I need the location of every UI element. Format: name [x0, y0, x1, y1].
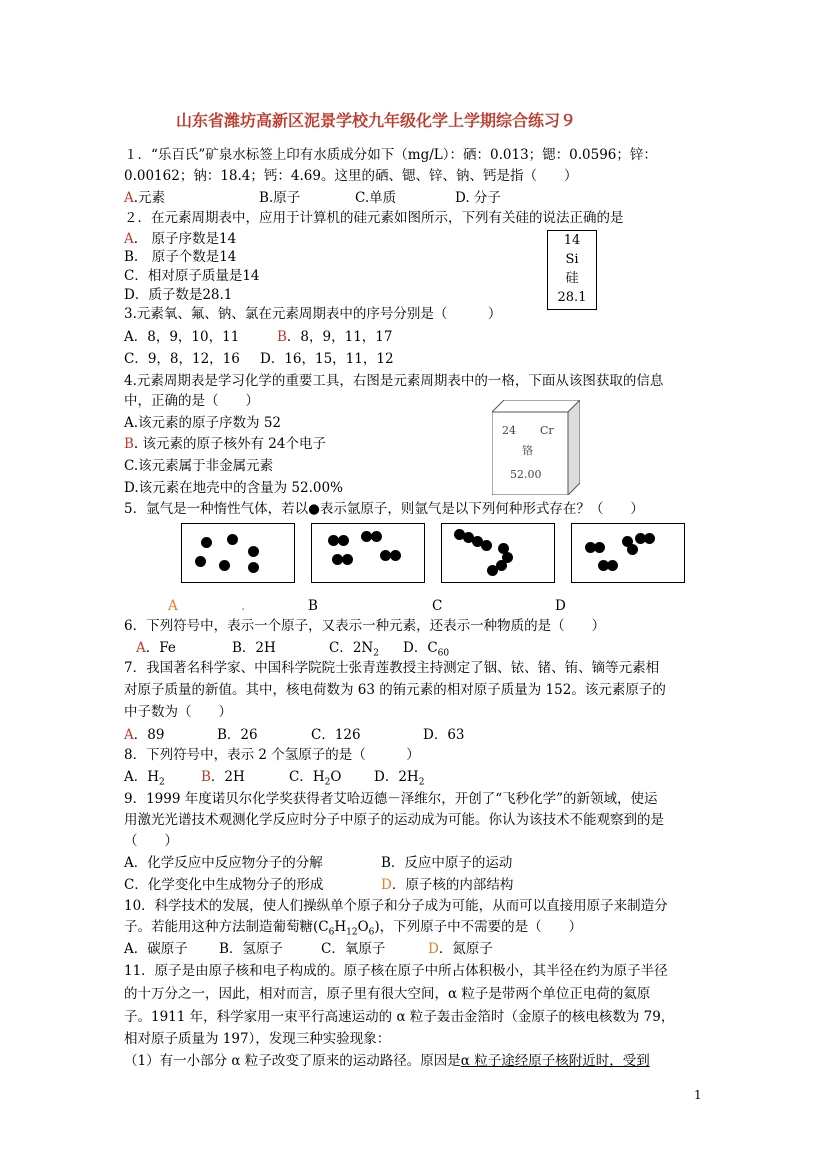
q7-option-c: C．126 — [311, 727, 361, 743]
argon-atom — [342, 554, 353, 565]
argon-atom — [594, 542, 605, 553]
option-text: A．H — [124, 769, 160, 785]
q5-label-dot: . — [241, 598, 246, 614]
answer-letter: A — [124, 190, 134, 206]
answer-letter: B — [124, 436, 134, 452]
q5-label-c: C — [432, 598, 443, 614]
option-d-diagram — [571, 523, 685, 583]
q8-option-b — [201, 768, 245, 786]
option-text: ．氮原子 — [438, 941, 493, 957]
subscript: 2 — [373, 648, 379, 659]
q3-option-b — [277, 328, 392, 346]
q4-line1: 4.元素周期表是学习化学的重要工具，右图是元素周期表中的一格，下面从该图获取的信息 — [124, 373, 664, 389]
subscript: 12 — [346, 927, 358, 938]
q10-line2 — [124, 918, 582, 942]
q10-text: 子。若能用这种方法制造葡萄糖(C — [124, 919, 329, 935]
q10-option-c: C．氧原子 — [321, 941, 386, 957]
q2-option-c: C．相对原子质量是14 — [124, 268, 260, 284]
option-text: D．C — [403, 640, 438, 656]
cr-mass: 52.00 — [510, 468, 542, 481]
atomic-number: 14 — [563, 233, 581, 248]
q8-stem: 8．下列符号中，表示 2 个氢原子的是（ ） — [124, 747, 420, 763]
q11-line2: 的十万分之一，因此，相对而言，原子里有很大空间，α 粒子是带两个单位正电荷的氦原 — [124, 986, 651, 1002]
q2-option-b: B. 原子个数是14 — [124, 249, 237, 265]
answer-letter: A — [136, 640, 146, 656]
q5-label-a: A — [168, 598, 178, 614]
q4-option-d: D.该元素在地壳中的含量为 52.00% — [124, 480, 343, 496]
option-b-diagram — [311, 523, 425, 583]
q4-option-c: C.该元素属于非金属元素 — [124, 458, 274, 474]
q3-option-a: A．8，9，10，11 — [124, 329, 240, 345]
q11-text: （1）有一小部分 α 粒子改变了原来的运动路径。原因是 — [124, 1053, 461, 1069]
q1-option-a — [124, 189, 165, 207]
argon-atom — [487, 565, 498, 576]
q2-option-d: D．质子数是28.1 — [124, 287, 233, 303]
subscript: 2 — [324, 777, 331, 788]
argon-atom — [195, 556, 206, 567]
q6-stem: 6．下列符号中，表示一个原子，又表示一种元素，还表示一种物质的是（ ） — [124, 618, 606, 634]
subscript: 6 — [328, 927, 335, 938]
argon-atom — [390, 550, 401, 561]
page-number: 1 — [694, 1088, 702, 1102]
q10-text: )，下列原子中不需要的是（ ） — [374, 919, 583, 935]
option-text: ．2H — [210, 769, 245, 785]
argon-atom — [248, 546, 259, 557]
q8-option-c — [289, 768, 341, 792]
argon-atom — [481, 540, 492, 551]
argon-atom — [371, 531, 382, 542]
q7-option-b: B．26 — [217, 727, 258, 743]
q10-line1: 10．科学技术的发展，使人们操纵单个原子和分子成为可能，从而可以直接用原子来制造分 — [124, 898, 668, 914]
q9-line1: 9．1999 年度诺贝尔化学奖获得者艾哈迈德－泽维尔，开创了“飞秒化学”的新领域，使运 — [124, 791, 658, 807]
q11-line3: 子。1911 年，科学家用一束平行高速运动的 α 粒子轰击金箔时（金原子的核电核数为 79， — [124, 1009, 675, 1025]
q1-line1: １．“乐百氏”矿泉水标签上印有水质成分如下（mg/L）：硒：0.013；锶：0.0596；锌： — [124, 147, 657, 163]
q9-option-d — [381, 876, 513, 894]
q10-option-a: A．碳原子 — [124, 941, 188, 957]
option-c-diagram — [441, 523, 555, 583]
cr-name: 铬 — [522, 444, 533, 457]
q6-option-b: B．2H — [232, 640, 276, 656]
subscript: 6 — [368, 927, 375, 938]
q6-option-a — [136, 639, 176, 657]
q4-line2: 中，正确的是（ ） — [124, 393, 259, 409]
q1-option-b: B.原子 — [259, 190, 301, 206]
q7-line1: 7．我国著名科学家、中国科学院院士张青莲教授主持测定了铟、铱、锗、铕、镝等元素相 — [124, 660, 660, 676]
q3-option-c: C．9，8，12，16 — [124, 351, 240, 367]
answer-letter: A — [124, 727, 134, 743]
option-text: C．2N — [329, 640, 374, 656]
option-a-diagram — [181, 523, 295, 583]
option-text: D．2H — [374, 769, 419, 785]
option-text: ．8，9，11，17 — [286, 329, 393, 345]
option-text: .元素 — [133, 190, 166, 206]
q5-label-d: D — [555, 598, 566, 614]
q7-line3: 中子数为（ ） — [124, 704, 232, 720]
option-text-tail: O — [330, 769, 342, 785]
q11-line5 — [124, 1052, 650, 1070]
q10-text: O — [357, 919, 369, 935]
option-text: ．89 — [133, 727, 165, 743]
q1-option-d: D. 分子 — [455, 190, 501, 206]
answer-letter: D — [428, 941, 439, 957]
answer-letter: B — [201, 769, 211, 785]
option-text: ．Fe — [145, 640, 176, 656]
chromium-element-cube — [492, 400, 580, 495]
option-text: . 该元素的原子核外有 24个电子 — [133, 436, 326, 452]
cr-symbol: Cr — [540, 424, 554, 437]
option-text: . 原子序数是14 — [133, 231, 237, 247]
subscript: 2 — [159, 777, 165, 788]
q3-stem: 3.元素氧、氟、钠、氯在元素周期表中的序号分别是（ ） — [124, 306, 502, 322]
q1-line2: 0.00162；钠：18.4；钙：4.69。这里的硒、锶、锌、钠、钙是指（ ） — [124, 168, 578, 184]
subscript: 2 — [418, 777, 425, 788]
q11-line1: 11．原子是由原子核和电子构成的。原子核在原子中所占体积极小，其半径在约为原子半径 — [124, 963, 668, 979]
q9-line2: 用激光光谱技术观测化学反应时分子中原子的运动成为可能。你认为该技术不能观察到的是 — [124, 812, 664, 828]
page-title: 山东省潍坊高新区泥景学校九年级化学上学期综合练习９ — [176, 111, 577, 130]
argon-atom — [644, 533, 655, 544]
subscript: 60 — [437, 648, 450, 659]
q3-option-d: D．16，15，11，12 — [260, 351, 394, 367]
option-text: ．原子核的内部结构 — [391, 877, 514, 893]
q5-label-b: B — [308, 598, 318, 614]
argon-atom — [607, 560, 618, 571]
option-text: C．H — [289, 769, 325, 785]
argon-atom — [248, 562, 259, 573]
q10-text: H — [334, 919, 347, 935]
q7-line2: 对原子质量的新值。其中，核电荷数为 63 的铕元素的相对原子质量为 152。该元素原子的 — [124, 682, 666, 698]
argon-atom — [338, 535, 349, 546]
q5-stem: 5．氩气是一种惰性气体，若以●表示氩原子，则氩气是以下列何种形式存在？（ ） — [124, 501, 644, 517]
q9-option-c: C．化学变化中生成物分子的形成 — [124, 877, 324, 893]
argon-atom — [227, 534, 238, 545]
cr-atomic-number: 24 — [502, 424, 516, 437]
element-name: 硅 — [565, 271, 579, 286]
q9-option-a: A．化学反应中反应物分子的分解 — [124, 855, 323, 871]
q4-option-b — [124, 435, 326, 453]
q8-option-d — [374, 768, 424, 792]
argon-atom — [201, 537, 212, 548]
q2-option-a — [124, 230, 236, 248]
argon-atom — [219, 560, 230, 571]
silicon-element-cell — [547, 230, 597, 310]
argon-atom — [627, 544, 638, 555]
q11-answer-underlined: α 粒子途经原子核附近时，受到 — [460, 1053, 650, 1069]
answer-letter: D — [381, 877, 392, 893]
q8-option-a — [124, 768, 165, 792]
q1-option-c: C.单质 — [355, 190, 397, 206]
answer-letter: B — [277, 329, 287, 345]
q10-option-d — [428, 940, 493, 958]
q10-option-b: B．氢原子 — [219, 941, 283, 957]
q9-option-b: B．反应中原子的运动 — [381, 855, 513, 871]
answer-letter: A — [124, 231, 134, 247]
q7-option-a — [124, 726, 164, 744]
q7-option-d: D．63 — [423, 727, 465, 743]
q2-stem: ２．在元素周期表中，应用于计算机的硅元素如图所示，下列有关硅的说法正确的是 — [124, 210, 624, 226]
q9-line3: （ ） — [124, 833, 178, 849]
q4-option-a: A.该元素的原子序数为 52 — [124, 415, 282, 431]
q11-line4: 相对原子质量为 197），发现三种实验现象： — [124, 1031, 391, 1047]
atomic-mass: 28.1 — [557, 290, 587, 305]
element-symbol: Si — [565, 252, 579, 267]
